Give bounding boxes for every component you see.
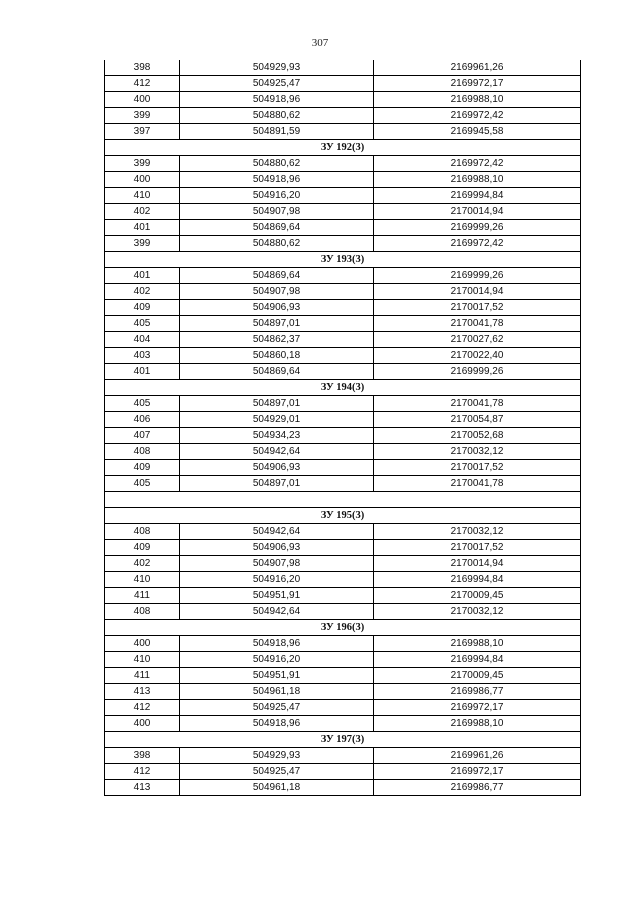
point-number-cell: 404: [105, 332, 180, 348]
page-number: 307: [311, 37, 329, 49]
table-row: [105, 700, 581, 716]
point-number-cell: 413: [105, 684, 180, 700]
point-number-cell: 411: [105, 668, 180, 684]
table-row: [105, 556, 581, 572]
y-coordinate-cell: 2169972,17: [374, 76, 581, 92]
y-coordinate-cell: 2169972,42: [374, 236, 581, 252]
x-coordinate-cell: 504918,96: [180, 172, 374, 188]
x-coordinate-cell: 504862,37: [180, 332, 374, 348]
section-label: ЗУ 194(3): [105, 380, 581, 396]
y-coordinate-cell: 2169988,10: [374, 716, 581, 732]
point-number-cell: 409: [105, 540, 180, 556]
coordinates-table: [104, 60, 581, 796]
coordinates-table-body: [105, 60, 581, 796]
y-coordinate-cell: 2169999,26: [374, 364, 581, 380]
y-coordinate-cell: 2170009,45: [374, 588, 581, 604]
y-coordinate-cell: 2170041,78: [374, 316, 581, 332]
table-row: [105, 764, 581, 780]
section-label: ЗУ 193(3): [105, 252, 581, 268]
table-row: [105, 748, 581, 764]
y-coordinate-cell: 2170009,45: [374, 668, 581, 684]
point-number-cell: 412: [105, 700, 180, 716]
x-coordinate-cell: 504907,98: [180, 284, 374, 300]
y-coordinate-cell: 2169988,10: [374, 92, 581, 108]
y-coordinate-cell: 2170014,94: [374, 204, 581, 220]
point-number-cell: 399: [105, 236, 180, 252]
table-row: [105, 396, 581, 412]
y-coordinate-cell: 2170017,52: [374, 540, 581, 556]
point-number-cell: 398: [105, 748, 180, 764]
point-number-cell: 400: [105, 636, 180, 652]
table-row: [105, 188, 581, 204]
y-coordinate-cell: 2169994,84: [374, 188, 581, 204]
table-row: [105, 604, 581, 620]
table-row: [105, 348, 581, 364]
y-coordinate-cell: 2170014,94: [374, 284, 581, 300]
point-number-cell: 410: [105, 188, 180, 204]
table-row: [105, 124, 581, 140]
x-coordinate-cell: 504880,62: [180, 156, 374, 172]
section-label: ЗУ 197(3): [105, 732, 581, 748]
table-row: [105, 716, 581, 732]
section-header-row: [105, 252, 581, 268]
section-label: ЗУ 195(3): [105, 508, 581, 524]
table-row: [105, 460, 581, 476]
point-number-cell: 402: [105, 204, 180, 220]
point-number-cell: 399: [105, 156, 180, 172]
point-number-cell: 400: [105, 172, 180, 188]
table-row: [105, 220, 581, 236]
y-coordinate-cell: 2170017,52: [374, 460, 581, 476]
table-row: [105, 684, 581, 700]
x-coordinate-cell: 504925,47: [180, 764, 374, 780]
x-coordinate-cell: 504907,98: [180, 556, 374, 572]
section-label: ЗУ 192(3): [105, 140, 581, 156]
point-number-cell: 408: [105, 604, 180, 620]
section-header-row: [105, 380, 581, 396]
x-coordinate-cell: 504929,93: [180, 60, 374, 76]
y-coordinate-cell: 2170022,40: [374, 348, 581, 364]
point-number-cell: 401: [105, 364, 180, 380]
table-row: [105, 428, 581, 444]
point-number-cell: 401: [105, 220, 180, 236]
table-row: [105, 332, 581, 348]
y-coordinate-cell: 2169994,84: [374, 652, 581, 668]
table-row: [105, 300, 581, 316]
table-row: [105, 412, 581, 428]
x-coordinate-cell: 504925,47: [180, 700, 374, 716]
y-coordinate-cell: 2169972,42: [374, 108, 581, 124]
section-header-row: [105, 732, 581, 748]
x-coordinate-cell: 504897,01: [180, 476, 374, 492]
point-number-cell: 405: [105, 476, 180, 492]
table-row: [105, 668, 581, 684]
table-row: [105, 636, 581, 652]
x-coordinate-cell: 504891,59: [180, 124, 374, 140]
table-row: [105, 364, 581, 380]
section-header-row: [105, 508, 581, 524]
point-number-cell: 409: [105, 460, 180, 476]
point-number-cell: 409: [105, 300, 180, 316]
y-coordinate-cell: 2169994,84: [374, 572, 581, 588]
y-coordinate-cell: 2170041,78: [374, 396, 581, 412]
x-coordinate-cell: 504906,93: [180, 540, 374, 556]
table-row: [105, 572, 581, 588]
x-coordinate-cell: 504907,98: [180, 204, 374, 220]
x-coordinate-cell: 504869,64: [180, 364, 374, 380]
x-coordinate-cell: 504880,62: [180, 108, 374, 124]
x-coordinate-cell: 504951,91: [180, 588, 374, 604]
point-number-cell: 400: [105, 716, 180, 732]
y-coordinate-cell: 2169972,17: [374, 700, 581, 716]
y-coordinate-cell: 2170041,78: [374, 476, 581, 492]
point-number-cell: 400: [105, 92, 180, 108]
blank-cell: [105, 492, 581, 508]
table-row: [105, 204, 581, 220]
x-coordinate-cell: 504906,93: [180, 460, 374, 476]
x-coordinate-cell: 504934,23: [180, 428, 374, 444]
point-number-cell: 402: [105, 556, 180, 572]
x-coordinate-cell: 504906,93: [180, 300, 374, 316]
x-coordinate-cell: 504918,96: [180, 636, 374, 652]
y-coordinate-cell: 2170032,12: [374, 444, 581, 460]
point-number-cell: 412: [105, 764, 180, 780]
section-header-row: [105, 620, 581, 636]
table-row: [105, 780, 581, 796]
point-number-cell: 410: [105, 572, 180, 588]
x-coordinate-cell: 504951,91: [180, 668, 374, 684]
y-coordinate-cell: 2169999,26: [374, 220, 581, 236]
x-coordinate-cell: 504961,18: [180, 684, 374, 700]
point-number-cell: 398: [105, 60, 180, 76]
y-coordinate-cell: 2169988,10: [374, 172, 581, 188]
x-coordinate-cell: 504897,01: [180, 396, 374, 412]
x-coordinate-cell: 504860,18: [180, 348, 374, 364]
table-row: [105, 92, 581, 108]
x-coordinate-cell: 504918,96: [180, 92, 374, 108]
y-coordinate-cell: 2169986,77: [374, 684, 581, 700]
y-coordinate-cell: 2169961,26: [374, 748, 581, 764]
y-coordinate-cell: 2170032,12: [374, 524, 581, 540]
point-number-cell: 397: [105, 124, 180, 140]
x-coordinate-cell: 504916,20: [180, 572, 374, 588]
x-coordinate-cell: 504942,64: [180, 604, 374, 620]
table-row: [105, 476, 581, 492]
y-coordinate-cell: 2170017,52: [374, 300, 581, 316]
blank-row: [105, 492, 581, 508]
y-coordinate-cell: 2170054,87: [374, 412, 581, 428]
x-coordinate-cell: 504929,01: [180, 412, 374, 428]
section-header-row: [105, 140, 581, 156]
table-row: [105, 172, 581, 188]
point-number-cell: 413: [105, 780, 180, 796]
point-number-cell: 407: [105, 428, 180, 444]
point-number-cell: 399: [105, 108, 180, 124]
y-coordinate-cell: 2169999,26: [374, 268, 581, 284]
point-number-cell: 405: [105, 316, 180, 332]
x-coordinate-cell: 504925,47: [180, 76, 374, 92]
point-number-cell: 408: [105, 444, 180, 460]
point-number-cell: 412: [105, 76, 180, 92]
y-coordinate-cell: 2169961,26: [374, 60, 581, 76]
point-number-cell: 403: [105, 348, 180, 364]
section-label: ЗУ 196(3): [105, 620, 581, 636]
x-coordinate-cell: 504897,01: [180, 316, 374, 332]
y-coordinate-cell: 2170027,62: [374, 332, 581, 348]
y-coordinate-cell: 2169986,77: [374, 780, 581, 796]
table-row: [105, 284, 581, 300]
table-row: [105, 156, 581, 172]
table-row: [105, 540, 581, 556]
point-number-cell: 402: [105, 284, 180, 300]
point-number-cell: 405: [105, 396, 180, 412]
table-row: [105, 652, 581, 668]
point-number-cell: 406: [105, 412, 180, 428]
table-row: [105, 316, 581, 332]
y-coordinate-cell: 2169972,42: [374, 156, 581, 172]
y-coordinate-cell: 2169972,17: [374, 764, 581, 780]
point-number-cell: 410: [105, 652, 180, 668]
y-coordinate-cell: 2170032,12: [374, 604, 581, 620]
table-row: [105, 236, 581, 252]
table-row: [105, 268, 581, 284]
x-coordinate-cell: 504916,20: [180, 188, 374, 204]
x-coordinate-cell: 504942,64: [180, 444, 374, 460]
y-coordinate-cell: 2169945,58: [374, 124, 581, 140]
x-coordinate-cell: 504869,64: [180, 220, 374, 236]
point-number-cell: 411: [105, 588, 180, 604]
y-coordinate-cell: 2169988,10: [374, 636, 581, 652]
x-coordinate-cell: 504942,64: [180, 524, 374, 540]
table-row: [105, 76, 581, 92]
x-coordinate-cell: 504961,18: [180, 780, 374, 796]
table-row: [105, 524, 581, 540]
table-row: [105, 588, 581, 604]
point-number-cell: 408: [105, 524, 180, 540]
y-coordinate-cell: 2170052,68: [374, 428, 581, 444]
x-coordinate-cell: 504929,93: [180, 748, 374, 764]
x-coordinate-cell: 504918,96: [180, 716, 374, 732]
x-coordinate-cell: 504916,20: [180, 652, 374, 668]
x-coordinate-cell: 504880,62: [180, 236, 374, 252]
table-row: [105, 108, 581, 124]
table-row: [105, 60, 581, 76]
table-row: [105, 444, 581, 460]
y-coordinate-cell: 2170014,94: [374, 556, 581, 572]
x-coordinate-cell: 504869,64: [180, 268, 374, 284]
point-number-cell: 401: [105, 268, 180, 284]
